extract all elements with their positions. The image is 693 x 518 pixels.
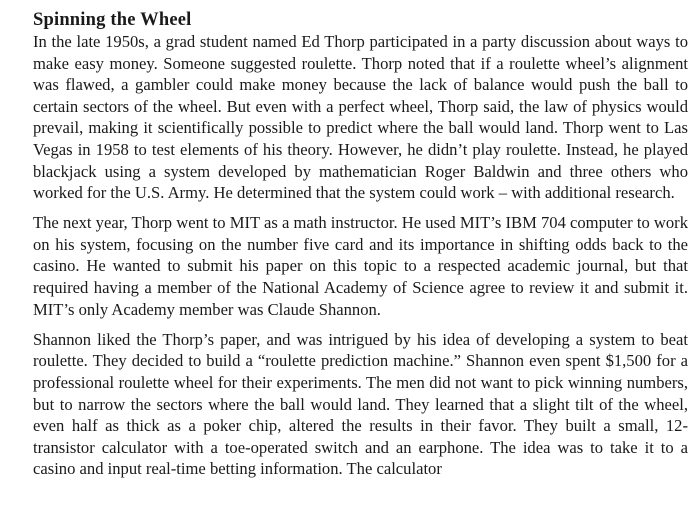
paragraph-2: The next year, Thorp went to MIT as a math instructor. He used MIT’s IBM 704 computer to work on his system, focusing on the number five card and its importance in shifting odds back to the casino. He wanted to submit his paper on this topic to a respected academic journal, but that required having a member of the National Academy of Science agree to review it and submit it. MIT’s only Academy member was Claude Shannon. [33, 213, 688, 319]
document-page [33, 9, 688, 480]
paragraph-1: In the late 1950s, a grad student named Ed Thorp participated in a party discussion about ways to make easy money. Someone suggested roulette. Thorp noted that if a roulette wheel’s alignment was flawed, a gambler could make money because the lack of balance would push the ball to certain sectors of the wheel. But even with a perfect wheel, Thorp said, the law of physics would prevail, making it scientifically possible to predict where the ball would land. Thorp went to Las Vegas in 1958 to test elements of his theory. However, he didn’t play roulette. Instead, he played blackjack using a system developed by mathematician Roger Baldwin and three others who worked for the U.S. Army. He determined that the system could work – with additional research. [33, 32, 688, 203]
article-title: Spinning the Wheel [33, 10, 192, 30]
paragraph-3: Shannon liked the Thorp’s paper, and was intrigued by his idea of developing a system to beat roulette. They decided to build a “roulette prediction machine.” Shannon even spent $1,500 for a professional roulette wheel for their experiments. The men did not want to pick winning numbers, but to narrow the sectors where the ball would land. They learned that a slight tilt of the wheel, even half as thick as a poker chip, altered the results in their favor. They built a small, 12-transistor calculator with a toe-operated switch and an earphone. The idea was to take it to a casino and input real-time betting information. The calculator [33, 329, 688, 479]
